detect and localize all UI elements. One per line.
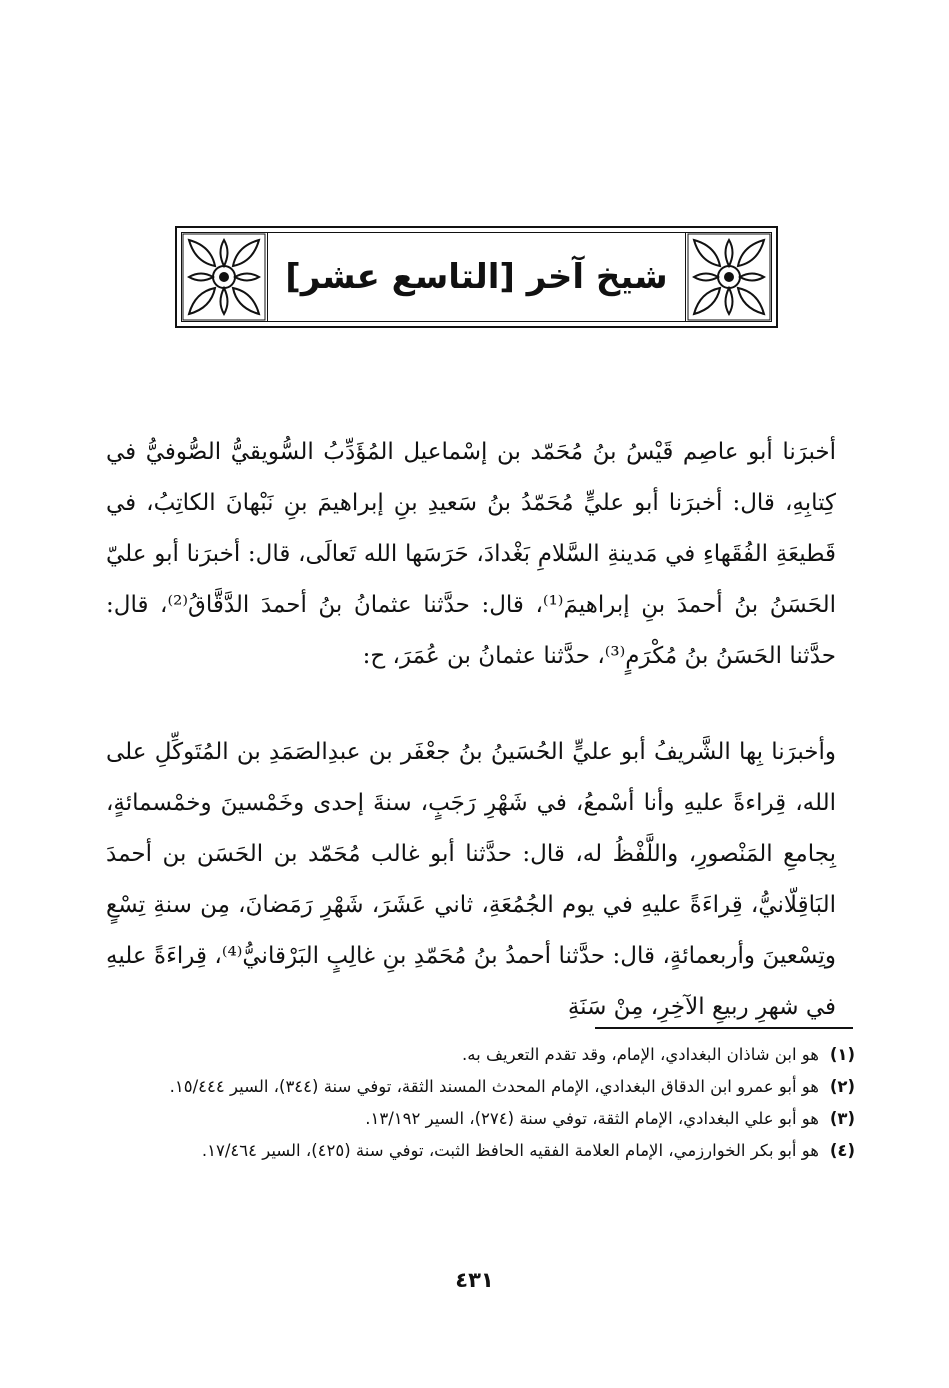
footnote	[110, 1104, 855, 1133]
footnote-text: هو أبو بكر الخوارزمي، الإمام العلامة الفقيه الحافظ الثبت، توفي سنة (٤٢٥)، السير ١٧/٤٦٤.	[201, 1141, 819, 1160]
footnote	[110, 1136, 855, 1165]
footnotes	[110, 1040, 855, 1168]
footnote-number: (٤)	[829, 1141, 855, 1160]
footnote-number: (٢)	[829, 1077, 855, 1096]
chapter-title: شيخ آخر [التاسع عشر]	[285, 257, 668, 297]
chapter-header-box	[175, 226, 778, 328]
arabesque-ornament-icon	[181, 232, 267, 322]
footnote-text: هو أبو علي البغدادي، الإمام الثقة، توفي سنة (٢٧٤)، السير ١٣/١٩٢.	[365, 1109, 819, 1128]
footnote	[110, 1040, 855, 1069]
body-paragraph: وأخبرَنا بِها الشَّريفُ أبو عليٍّ الحُسَينُ بنُ جعْفَر بن عبدِالصَمَدِ بن المُتَوكِّلِ على الله، قِراءةً عليهِ وأنا أسْمعُ، في شَهْرِ رَجَبٍ، سنةَ إحدى وخَمْسينَ وخمْسمائةٍ، بِجامعِ المَنْصورِ، واللَّفْظُ له، قال: حدَّثنا أبو غالب مُحَمّد بن الحَسَن بن أحمدَ البَاقِلّانيُّ، قِراءَةً عليهِ في يوم الجُمُعَةِ، ثاني عَشَرَ، شَهْرِ رَمَضانَ، مِن سنةِ تِسْعٍ وتِسْعينَ وأربعمائةٍ، قال: حدَّثنا أحمدُ بنُ مُحَمّدِ بنِ غالِبٍ البَرْقانيُّ⁽⁴⁾، قِراءَةً عليهِ في شهرِ ربيعِ الآخِرِ، مِنْ سَنَةِ	[106, 739, 837, 1020]
footnote-number: (٣)	[829, 1109, 855, 1128]
footnote-text: هو أبو عمرو ابن الدقاق البغدادي، الإمام المحدث المسند الثقة، توفي سنة (٣٤٤)، السير ١٥/٤٤٤.	[169, 1077, 819, 1096]
footnote-number: (١)	[829, 1045, 855, 1064]
body-paragraph: أخبرَنا أبو عاصِم قَيْسُ بنُ مُحَمّد بن إسْماعيل المُؤَدِّبُ السُّويقيُّ الصُّوفيُّ في كِتابِهِ، قال: أخبرَنا أبو عليٍّ مُحَمّدُ بنُ سَعيدِ بنِ إبراهيمَ بنِ نَبْهانَ الكاتِبُ، في قَطيعَةِ الفُقَهاءِ في مَدينةِ السَّلامِ بَغْدادَ، حَرَسَها الله تَعالَى، قال: أخبرَنا أبو عليّ الحَسَنُ بنُ أحمدَ بنِ إبراهيمَ⁽¹⁾، قال: حدَّثنا عثمانُ بنُ أحمدَ الدَّقَّاقُ⁽²⁾، قال: حدَّثنا الحَسَنُ بنُ مُكْرَمٍ⁽³⁾، حدَّثنا عثمانُ بن عُمَرَ، ح:	[106, 439, 836, 669]
footnote	[110, 1072, 855, 1101]
footnote-separator	[595, 1027, 853, 1029]
page-number: ٤٣١	[455, 1268, 494, 1292]
title-frame	[267, 232, 686, 322]
arabesque-ornament-icon	[686, 232, 772, 322]
footnote-text: هو ابن شاذان البغدادي، الإمام، وقد تقدم التعريف به.	[462, 1045, 819, 1064]
